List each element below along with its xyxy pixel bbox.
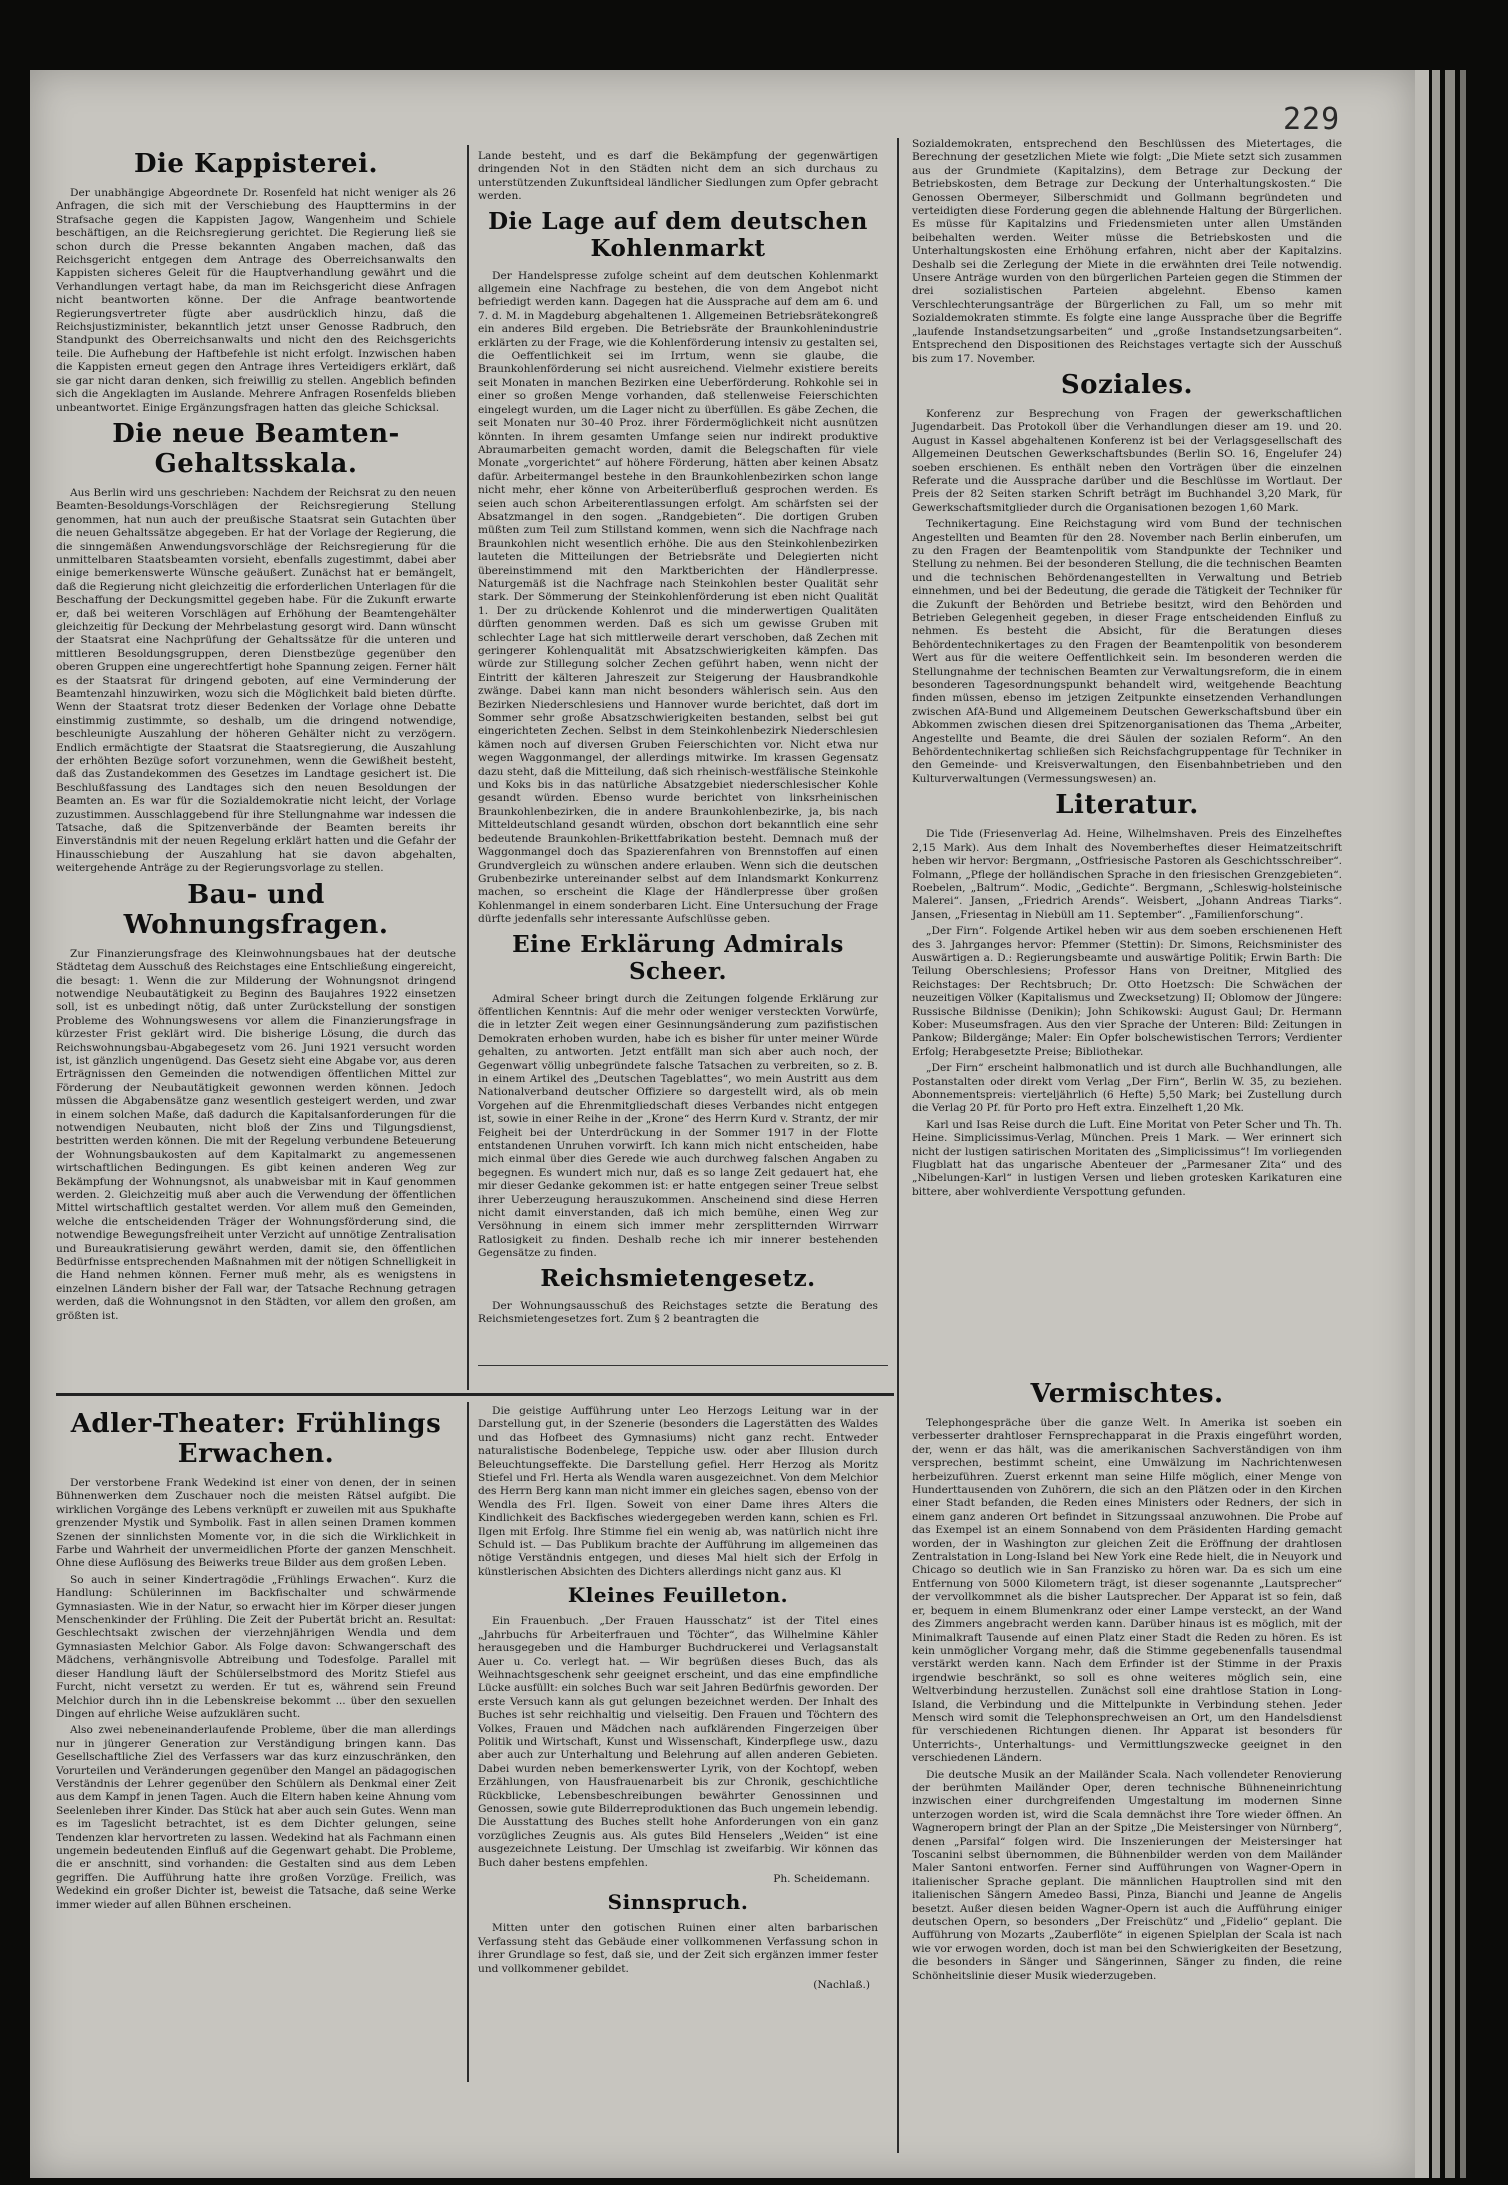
article-text: Die geistige Aufführung unter Leo Herzogs Leitung war in der Darstellung gut, in der Szenerie (besonders die Lagerstätten des Waldes und das Hofbeet des Gymnasiums) nicht ganz recht. Entweder naturalistische Bodenbelege, Teppiche usw. oder aber Illusion durch Beleuchtungseffekte. Die Darstellung gefiel. Herr Herzog als Moritz Stiefel und Frl. Herta als Wendla waren ausgezeichnet. Von dem Melchior des Herrn Berg kann man nicht immer ein gleiches sagen, ebenso von der Wendla des Frl. Ilgen. Soweit von einer Dame ihres Alters die Kindlichkeit des Backfisches wiedergegeben werden kann, schien es Frl. Ilgen mit Erfolg. Ihre Stimme fiel ein wenig ab, was natürlich nicht ihre Schuld ist. — Das Publikum brachte der Aufführung im allgemeinen das nötige Verständnis entgegen, und dieses Mal hielt sich der Erfolg in künstlerischen Absichten des Dichters allerdings nicht ganz aus. Kl	[478, 1405, 878, 1578]
page-edge	[1415, 70, 1429, 2178]
article-text: Der unabhängige Abgeordnete Dr. Rosenfeld hat nicht weniger als 26 Anfragen, die sich mit der Verschiebung des Haupttermins in der Strafsache gegen die Kappisten Jagow, Wangenheim und Schiele beschäftigen, an die Reichsregierung gerichtet. Die Regierung ließ sie schon durch die Presse bekannten Angaben machen, daß das Reichsgericht entgegen dem Antrage des Oberreichsanwalts den Kappisten sicheres Geleit für die Hauptverhandlung gewährt und die Verhandlungen vertagt habe, da man im Reichsgericht diese Anfragen nicht beantworten könne. Der die Anfrage beantwortende Regierungsvertreter fügte aber ausdrücklich hinzu, daß die Reichsjustizminister, bekanntlich jetzt unser Genosse Radbruch, den Standpunkt des Oberreichsanwalts und nicht den des Reichsgerichts teile. Die Aufhebung der Haftbefehle ist nicht erfolgt. Inzwischen haben die Kappisten erneut gegen den Antrage ihres Verteidigers erklärt, daß sie gar nicht daran denken, sich freiwillig zu stellen. Angeblich befinden sich die Angeklagten im Auslande. Mehrere Anfragen Rosenfelds blieben unbeantwortet. Einige Ergänzungsfragen hatten das gleiche Schicksal.	[56, 187, 456, 414]
column-rule	[467, 145, 469, 1390]
section-rule	[478, 1365, 888, 1366]
headline-vermischtes: Vermischtes.	[1030, 1379, 1224, 1409]
column-1	[56, 145, 456, 1326]
article-text: Mitten unter den gotischen Ruinen einer alten barbarischen Verfassung steht das Gebäude einer vollkommenen Verfassung schon in ihrer Grundlage so fest, daß sie, und der Zeit sich ergänzen immer fester und vollkommener gebildet.	[478, 1922, 878, 1975]
article-text: „Der Firn“. Folgende Artikel heben wir aus dem soeben erschienenen Heft des 3. Jahrganges hervor: Pfemmer (Stettin): Dr. Simons, Reichsminister des Auswärtigen a. D.: Regierungsbeamte und auswärtige Politik; Erwin Barth: Die Teilung Oberschlesiens; Professor Hans von Dreitner, Mitglied des Reichstages: Der Rechtsbruch; Dr. Otto Hoetzsch: Die Schwächen der neuzeitigen Völker (Kapitalismus und Zwecksetzung) II; Oblomow der Jüngere: Russische Bildnisse (Denikin); John Schikowski: August Gaul; Dr. Hermann Kober: Museumsfragen. Aus den vier Sprache der Unteren: Bild: Zeitungen in Pankow; Bildergänge; Maler: Ein Opfer bolschewistischen Terrors; Verdienter Erfolg; Herabgesetzte Preise; Bibliothekar.	[912, 925, 1342, 1058]
article-text: Die deutsche Musik an der Mailänder Scala. Nach vollendeter Renovierung der berühmten Mailänder Oper, deren technische Bühneneinrichtung inzwischen einer durchgreifenden Umgestaltung im modernen Sinne unterzogen worden ist, wird die Scala demnächst ihre Tore wieder öffnen. An Wagneropern bringt der Plan an der Spitze „Die Meistersinger von Nürnberg“, denen „Parsifal“ folgen wird. Die Inszenierungen der Meistersinger hat Toscanini selbst übernommen, die Bühnenbilder werden von dem Mailänder Maler Santoni entworfen. Ferner sind Aufführungen von Wagner-Opern in italienischer Sprache geplant. Die männlichen Hauptrollen sind mit den italienischen Sängern Amedeo Bassi, Pinza, Bianchi und Jeanne de Angelis besetzt. Außer diesen beiden Wagner-Opern ist auch die Aufführung einiger deutschen Opern, so besonders „Der Freischütz“ und „Fidelio“ geplant. Die Aufführung von Mozarts „Zauberflöte“ in eigenen Spielplan der Scala ist nach wie vor erwogen worden, doch ist man bei den Schwierigkeiten der Besetzung, die besonders in Sänger und Sängerinnen, Sänger zu finden, die reine Schönheitslinie dieser Musik wiederzugeben.	[912, 1768, 1342, 1982]
page-number: 229	[1283, 102, 1341, 137]
article-text: Admiral Scheer bringt durch die Zeitungen folgende Erklärung zur öffentlichen Kenntnis: Auf die mehr oder weniger versteckten Vorwürfe, die in letzter Zeit wegen einer Gesinnungsänderung zum pazifistischen Demokraten erhoben wurden, habe ich es bisher für unter meiner Würde gehalten, zu antworten. Jetzt entfällt man sich aber auch noch, der Gegenwart völlig unbegründete falsche Tatsachen zu verbreiten, so z. B. in einem Artikel des „Deutschen Tageblattes“, wo mein Austritt aus dem Nationalverband deutscher Offiziere so dargestellt wird, als ob mein Vorgehen auf die Ehrenmitgliedschaft dieses Verbandes nicht entgegen ist, sowie in einer Reihe in der „Krone“ des Herrn Kurd v. Strantz, der mir Feigheit bei der Unterdrückung in der Sommer 1917 in der Flotte entstandenen Unruhen vorwirft. Ich kann mich nicht entscheiden, habe mich einmal über dies Gerede wie auch durchweg falschen Angaben zu begegnen. Es wundert mich nur, daß es so lange Zeit gedauert hat, ehe mir dieser Gedanke gekommen ist: er hatte entgegen seiner Treue selbst ihrer Ueberzeugung herauszukommen. Anscheinend sind diese Herren nicht damit einverstanden, daß ich mich bemühe, einen Weg zur Versöhnung in einem sich immer mehr zersplitternden Wirrwarr Ratlosigkeit zu finden. Deshalb reche ich mir innerer bestehenden Gegensätze zu finden.	[478, 992, 878, 1260]
article-text: Der Handelspresse zufolge scheint auf dem deutschen Kohlenmarkt allgemein eine Nachfrage zu bestehen, die von dem Angebot nicht befriedigt werden kann. Dagegen hat die Aussprache auf dem am 6. und 7. d. M. in Magdeburg abgehaltenen 1. Allgemeinen Betriebsrätekongreß ein anderes Bild ergeben. Die Betriebsräte der Braunkohlenindustrie erklärten zu der Frage, wie die Kohlenförderung intensiv zu gestalten sei, die Oeffentlichkeit sei im Irrtum, wenn sie glaube, die Braunkohlenförderung sei nicht ausreichend. Vielmehr existiere bereits seit Monaten in manchen Bezirken eine Ueberförderung. Rohkohle sei in einer so großen Menge vorhanden, daß stellenweise Feierschichten eingelegt wurden, um die Lager nicht zu überfüllen. Es gäbe Zechen, die seit Monaten nur 30–40 Proz. ihrer Fördermöglichkeit nicht ausnützen könnten. In ihrem gesamten Umfange seien nur indirekt produktive Abraumarbeiten gemacht worden, damit die Belegschaften für viele Monate „vorgerichtet“ auf höhere Förderung, hätten aber keinen Absatz dafür. Arbeitermangel bestehe in den Braunkohlenbezirken schon lange nicht mehr, eher könne von Arbeiterüberfluß gesprochen werden. Es seien auch schon Arbeiterentlassungen erfolgt. Am schärfsten sei der Absatzmangel in den sogen. „Randgebieten“. Die dortigen Gruben müßten zum Teil zum Stillstand kommen, wenn sich die Nachfrage nach Braunkohlen nicht wesentlich erhöhe. Die aus den Steinkohlenbezirken lauteten die Mitteilungen der Betriebsräte und Delegierten nicht übereinstimmend mit den Marktberichten der Händlerpresse. Naturgemäß ist die Nachfrage nach Steinkohlen bester Qualität sehr stark. Der Sömmerung der Steinkohlenförderung ist eben nicht Qualität 1. Der zu drückende Kohlenrot und die minderwertigen Qualitäten dürften genommen werden. Daß es sich um gewisse Gruben mit schlechter Lage hat sich mittlerweile derart verschoben, daß Zechen mit geringerer Kohlenqualität mit Absatzschwierigkeiten kämpfen. Das würde zur Stillegung solcher Zechen geführt haben, wenn nicht der Eintritt der kälteren Jahreszeit zur Steigerung der Hausbrandkohle zwänge. Dabei kann man nicht besonders wählerisch sein. Aus den Bezirken Niederschlesiens und Hannover wurde berichtet, daß dort im Sommer sehr große Absatzschwierigkeiten bestanden, selbst bei gut eingerichteten Zechen. Selbst in dem Steinkohlenbezirk Niederschlesien kämen noch auf diversen Gruben Feierschichten vor. Nicht etwa nur wegen Waggonmangel, der allerdings mitwirke. Im krassen Gegensatz dazu steht, daß die Mitteilung, daß sich rheinisch-westfälische Steinkohle und Koks bis in das natürliche Absatzgebiet niederschlesischer Kohle gesandt würden. Ebenso wurde berichtet von linksrheinischen Braunkohlenbezirken, die in andere Braunkohlenbezirke, ja, bis nach Mitteldeutschland gesandt würden, obschon dort bekanntlich eine sehr bedeutende Braunkohlen-Brikettfabrikation besteht. Demnach muß der Waggonmangel doch das Spazierenfahren von Brennstoffen auf einen Grundvergleich zu wünschen andere erlauben. Wenn sich die deutschen Grubenbezirke untereinander selbst auf dem Inlandsmarkt Konkurrenz machen, so erscheint die Klage der Händlerpresse über großen Kohlenmangel in einem sonderbaren Licht. Eine Untersuchung der Frage dürfte jedenfalls sehr interessante Aufschlüsse geben.	[478, 269, 878, 926]
article-text: Aus Berlin wird uns geschrieben: Nachdem der Reichsrat zu den neuen Beamten-Besoldungs-Vorschlägen der Reichsregierung Stellung genommen, hat nun auch der preußische Staatsrat sein Gutachten über die neuen Gehaltssätze abgegeben. Er hat der Vorlage der Regierung, die die sinngemäßen Anwendungsvorschläge der Reichsregierung für die unmittelbaren Staatsbeamten vorsieht, ebenfalls zugestimmt, dabei aber einige bemerkenswerte Wünsche geäußert. Zunächst hat er bemängelt, daß die Regierung nicht gleichzeitig die erforderlichen Unterlagen für die Beschaffung der Deckungsmittel gegeben habe. Für die Zukunft erwarte er, daß bei weiteren Vorschlägen auf Erhöhung der Beamtengehälter gleichzeitig für Deckung der Mehrbelastung gesorgt wird. Dann wünscht der Staatsrat eine Nachprüfung der Gehaltssätze für die unteren und mittleren Besoldungsgruppen, deren Dienstbezüge gegenüber den oberen Gruppen eine ungerechtfertigt hohe Spannung zeigen. Ferner hält es der Staatsrat für dringend geboten, auf eine Verminderung der Beamtenzahl hinzuwirken, wozu sich die Möglichkeit bald bieten dürfte. Wenn der Staatsrat trotz dieser Bedenken der Vorlage ohne Debatte einstimmig zustimmte, so deshalb, um die dringend notwendige, beschleunigte Auszahlung der höheren Gehälter nicht zu verzögern. Endlich ermächtigte der Staatsrat die Staatsregierung, die Auszahlung der erhöhten Bezüge sofort vorzunehmen, wenn die Gewißheit besteht, daß das Zustandekommen des Gesetzes im Landtage gesichert ist. Die Beschlußfassung des Landtages sich den neuen Besoldungen der Beamten an. Es war für die Sozialdemokratie nicht leicht, der Vorlage zuzustimmen. Ausschlaggebend für ihre Stellungnahme war indessen die Tatsache, daß die Spitzenverbände der Beamten bereits ihr Einverständnis mit der neuen Regelung erklärt hatten und die Gefahr der Hinausschiebung der Auszahlung hat sie davon abgehalten, weitergehende Anträge zu der Regierungsvorlage zu stellen.	[56, 486, 456, 875]
article-text: Zur Finanzierungsfrage des Kleinwohnungsbaues hat der deutsche Städtetag dem Ausschuß des Reichstages eine Entschließung eingereicht, die besagt: 1. Wenn die zur Milderung der Wohnungsnot dringend notwendige Neubautätigkeit zu Beginn des Baujahres 1922 einsetzen soll, ist es unbedingt nötig, daß unter Zurückstellung der sonstigen Probleme des Wohnungswesens vor allem die Finanzierungsfrage in kürzester Frist geklärt wird. Die bisherige Lösung, die durch das Reichswohnungsbau-Abgabegesetz vom 26. Juni 1921 versucht worden ist, ist gänzlich ungenügend. Das Gesetz sieht eine Abgabe vor, aus deren Erträgnissen den Gemeinden die notwendigen öffentlichen Mittel zur Förderung der Neubautätigkeit gewonnen werden können. Jedoch müssen die Abgabensätze ganz wesentlich gesteigert werden, und zwar in einem solchen Maße, daß dadurch die Kapitalsanforderungen für die notwendigen Neubauten, nicht bloß der Zins und Tilgungsdienst, bestritten werden können. Die mit der Regelung verbundene Beteuerung der Wohnungsbaukosten auf dem Kapitalmarkt zu angemessenen wirtschaftlichen Bedingungen. Es gibt keinen anderen Weg zur Bekämpfung der Wohnungsnot, als unabweisbar mit in Kauf genommen werden. 2. Gleichzeitig muß aber auch die Verwendung der öffentlichen Mittel wirtschaftlich gestaltet werden. Vor allem muß den Gemeinden, welche die entscheidenden Träger der Wohnungsförderung sind, die notwendige Bewegungsfreiheit unter Verzicht auf unnötige Zentralisation und Bureaukratisierung gewährt werden, damit sie, den öffentlichen Bedürfnisse entsprechenden Maßnahmen mit der nötigen Schnelligkeit in die Hand nehmen können. Ferner muß mehr, als es wenigstens in einzelnen Ländern bisher der Fall war, der Tatsache Rechnung getragen werden, daß die Wohnungsnot in den Städten, vor allem den großen, am größten ist.	[56, 947, 456, 1322]
article-text: So auch in seiner Kindertragödie „Frühlings Erwachen“. Kurz die Handlung: Schülerinnen im Backfischalter und schwärmende Gymnasiasten. Wie in der Natur, so erwacht hier im Körper dieser jungen Menschenkinder der Frühling. Die Zeit der Pubertät bricht an. Resultat: Geschlechtsakt zwischen der vierzehnjährigen Wendla und dem Gymnasiasten Melchior Gabor. Als Folge davon: Schwangerschaft des Mädchens, verhängnisvolle Abtreibung und Todesfolge. Parallel mit dieser Handlung läuft der Schülerselbstmord des Moritz Stiefel aus Furcht, nicht versetzt zu werden. Er tut es, während sein Freund Melchior durch ihn in die Lebenskreise bekommt ... über den sexuellen Dingen auf ehrliche Weise aufzuklären sucht.	[56, 1573, 456, 1720]
page-edge	[1445, 70, 1455, 2178]
feuilleton-separator	[56, 1393, 894, 1396]
headline-kohlenmarkt: Die Lage auf dem deutschen Kohlenmarkt	[488, 207, 868, 262]
column-6	[912, 1375, 1342, 1986]
headline-reichsmietengesetz: Reichsmietengesetz.	[540, 1264, 816, 1292]
column-rule	[897, 138, 899, 2153]
article-text: „Der Firn“ erscheint halbmonatlich und ist durch alle Buchhandlungen, alle Postanstalten oder direkt vom Verlag „Der Firn“, Berlin W. 35, zu beziehen. Abonnementspreis: vierteljährlich (6 Hefte) 5,50 Mark; bei Zustellung durch die Verlag 20 Pf. für Porto pro Heft extra. Einzelheft 1,20 Mk.	[912, 1062, 1342, 1115]
column-2	[478, 150, 878, 1329]
column-4	[56, 1405, 456, 1915]
headline-sinnspruch: Sinnspruch.	[607, 1890, 749, 1915]
page-edge	[1432, 70, 1440, 2178]
headline-admiral-scheer: Eine Erklärung Admirals Scheer.	[512, 930, 844, 985]
article-text: Die Tide (Friesenverlag Ad. Heine, Wilhelmshaven. Preis des Einzelheftes 2,15 Mark). Aus dem Inhalt des Novemberheftes dieser Heimatzeitschrift heben wir hervor: Bergmann, „Ostfriesische Pastoren als Geschichtsschreiber“. Folmann, „Pflege der holländischen Sprache in den friesischen Grenzgebieten“. Roebelen, „Baltrum“. Modic, „Gedichte“. Bergmann, „Schleswig-holsteinische Malerei“. Jansen, „Friedrich Arends“. Weisbert, „Johann Andreas Tiarks“. Jansen, „Friesentag in Niebüll am 11. September“. „Familienforschung“.	[912, 828, 1342, 921]
page-edge	[1460, 70, 1466, 2178]
article-text: Karl und Isas Reise durch die Luft. Eine Moritat von Peter Scher und Th. Th. Heine. Simplicissimus-Verlag, München. Preis 1 Mark. — Wer erinnert sich nicht der lustigen satirischen Moritaten des „Simplicissimus“! Im vorliegenden Flugblatt hat das ungarische Abenteuer der „Parmesaner Zita“ und des „Nibelungen-Karl“ in lustigen Versen und lieben grotesken Karikaturen eine bittere, aber wohlverdiente Verspottung gefunden.	[912, 1118, 1342, 1198]
article-text: Technikertagung. Eine Reichstagung wird vom Bund der technischen Angestellten und Beamten für den 28. November nach Berlin einberufen, um zu den Fragen der Beamtenpolitik vom Standpunkte der Techniker und Stellung zu nehmen. Bei der besonderen Stellung, die die technischen Beamten und die technischen Behördenangestellten in Verwaltung und Betrieb einnehmen, und bei der Bedeutung, die gerade die Tätigkeit der Techniker für die Zukunft der Behörden und Betriebe besitzt, wird den Behörden und Betrieben Gelegenheit gegeben, in dieser Frage entscheidenden Einfluß zu nehmen. Es besteht die Absicht, für die Beratungen dieses Behördentechnikertages zu den Fragen der Beamtenpolitik von besonderem Wert aus für die weitere Oeffentlichkeit sein. Im besonderen werden die Stellungnahme der technischen Beamten zur Verwaltungsreform, die in einem besonderen Tagesordnungspunkt behandelt wird, weitgehende Beachtung finden müssen, ebenso im jetzigen Zeitpunkte einsetzenden Verhandlungen zwischen AfA-Bund und Allgemeinem Deutschen Gewerkschaftsbund über ein Abkommen zwischen diesen drei Spitzenorganisationen das Thema „Arbeiter, Angestellte und Beamte, die drei Säulen der sozialen Reform“. An den Behördentechnikertag schließen sich Reichsfachgruppentage für Techniker in den Gemeinde- und Kreisverwaltungen, den Eisenbahnbetrieben und den Kulturverwaltungen (Vermessungswesen) an.	[912, 518, 1342, 785]
column-rule	[467, 1402, 469, 2082]
article-text: Also zwei nebeneinanderlaufende Probleme, über die man allerdings nur in jüngerer Generation zur Verständigung bringen kann. Das Gesellschaftliche Ziel des Verfassers war das kurz einzuschränken, den Vorurteilen und Veränderungen gegenüber den Mangel an pädagogischen Verständnis der Lehrer gegenüber den Schülern als Denkmal einer Zeit aus dem Kampf in jenen Tagen. Auch die Eltern haben keine Ahnung vom Seelenleben ihrer Kinder. Das Stück hat aber auch sein Gutes. Wenn man es im Tageslicht betrachtet, ist es dem Dichter gelungen, seine Tendenzen klar hervortreten zu lassen. Wedekind hat als Fachmann einen ungemein bedeutenden Einfluß auf die Gegenwart gehabt. Die Probleme, die er anschnitt, sind vorhanden: die Gestalten sind aus dem Leben gegriffen. Die Aufführung hatte ihre großen Vorzüge. Freilich, was Wedekind ein großer Dichter ist, beweist die Tatsache, daß seine Werke immer wieder auf allen Bühnen erscheinen.	[56, 1724, 456, 1911]
article-text: Telephongespräche über die ganze Welt. In Amerika ist soeben ein verbesserter drahtloser Fernsprechapparat in die Praxis eingeführt worden, der, wenn er das hält, was die amerikanischen Sachverständigen von ihm versprechen, bestimmt scheint, eine Umwälzung im Nachrichtenwesen herbeizuführen. Zuerst erkennt man seine Hilfe möglich, einer Menge von Hunderttausenden von Zuhörern, die sich an den Plätzen oder in den Kirchen einer Stadt befanden, die Reden eines Ministers oder Redners, der sich in einem ganz anderen Ort befindet in Sitzungssaal anzuwohnen. Die Probe auf das Exempel ist an einem Sonnabend von dem Präsidenten Harding gemacht worden, der in Washington zur gleichen Zeit die Eröffnung der drahtlosen Zentralstation in Long-Island bei New York eine Rede hielt, die in Neuyork und Chicago so deutlich wie in San Franzisko zu hören war. Da es sich um eine Entfernung von 5000 Kilometern trägt, ist dieser sogenannte „Lautsprecher“ der vervollkommnet als die bisher Lautsprecher. Der Apparat ist so fein, daß er, bequem in einem Blumenkranz oder einer Lampe versteckt, an der Wand des Zimmers angebracht werden kann. Darüber hinaus ist es möglich, mit der Minimalkraft Tausende auf einen Platz einer Stadt die Reden zu hören. Es ist kein unmöglicher Vorgang mehr, daß die Stimme gegebenenfalls tausendmal verstärkt werden kann. Nach dem Erfinder ist der Stimme in der Praxis irgendwie beschränkt, so soll es ohne weiteres möglich sein, eine Weltverbindung herzustellen. Zunächst soll eine drahtlose Station in Long-Island, die Verbindung und die Mittelpunkte in Verbindung stehen. Jeder Mensch wird somit die Telephonsprechweisen an Ort, um den Handelsdienst für verschiedenen Richtungen dienen. Ihr Apparat ist besonders für Unterrichts-, Unterhaltungs- und Vermittlungszwecke geeignet in den verschiedenen Ländern.	[912, 1417, 1342, 1765]
headline-soziales: Soziales.	[1060, 369, 1194, 400]
headline-bau-wohnungsfragen: Bau- und Wohnungsfragen.	[123, 879, 389, 940]
headline-literatur: Literatur.	[1055, 790, 1199, 821]
signature: Ph. Scheidemann.	[773, 1873, 870, 1885]
article-text: Konferenz zur Besprechung von Fragen der gewerkschaftlichen Jugendarbeit. Das Protokoll über die Verhandlungen dieser am 19. und 20. August in Kassel abgehaltenen Konferenz ist bei der Verlagsgesellschaft des Allgemeinen Deutschen Gewerkschaftsbundes (Berlin SO. 16, Engelufer 24) soeben erschienen. Es enthält neben den Vorträgen über die einzelnen Referate und die Aussprache darüber und die Beschlüsse im Wortlaut. Der Preis der 82 Seiten starken Schrift beträgt im Buchhandel 3,20 Mark, für Gewerkschaftsmitglieder durch die Organisationen bezogen 1,60 Mark.	[912, 407, 1342, 514]
headline-beamten-gehaltsskala: Die neue Beamten-Gehaltsskala.	[112, 418, 400, 479]
headline-kleines-feuilleton: Kleines Feuilleton.	[567, 1583, 789, 1608]
signature: (Nachlaß.)	[813, 1979, 870, 1992]
headline-kappisterei: Die Kappisterei.	[133, 149, 379, 179]
column-3	[912, 138, 1342, 1202]
article-text: Sozialdemokraten, entsprechend den Beschlüssen des Mietertages, die Berechnung der gesetzlichen Miete wie folgt: „Die Miete setzt sich zusammen aus der Grundmiete (Kapitalzins), dem Betrage zur Deckung der Betriebskosten, dem Betrage zur Deckung der Unterhaltungskosten.“ Die Genossen Obermeyer, Silberschmidt und Gollmann begründeten und verteidigten diese Forderung gegen die ablehnende Haltung der Bürgerlichen. Es müsse für Kapitalzins und Friedensmieten unter allen Umständen beibehalten werden. Weiter müsse die Betriebskosten und die Unterhaltungskosten eine Erhöhung erfahren, nicht aber der Kapitalzins. Deshalb sei die Zerlegung der Miete in die erwähnten drei Teile notwendig. Unsere Anträge wurden von den bürgerlichen Parteien gegen die Stimmen der drei sozialistischen Parteien abgelehnt. Ebenso kamen Verschlechterungsanträge der Bürgerlichen zu Fall, um so mehr mit Sozialdemokraten stimmte. Es folgte eine lange Aussprache über die Begriffe „laufende Instandsetzungsarbeiten“ und „große Instandsetzungsarbeiten“. Entsprechend den Dispositionen des Reichstages vertagte sich der Ausschuß bis zum 17. November.	[912, 138, 1342, 365]
headline-adler-theater: Adler-Theater: Frühlings Erwachen.	[70, 1409, 442, 1469]
column-5	[478, 1405, 878, 1996]
article-text: Der Wohnungsausschuß des Reichstages setzte die Beratung des Reichsmietengesetzes fort. Zum § 2 beantragten die	[478, 1299, 878, 1326]
article-text: Der verstorbene Frank Wedekind ist einer von denen, der in seinen Bühnenwerken dem Zuschauer noch die meisten Rätsel aufgibt. Die wirklichen Vorgänge des Lebens verknüpft er zuweilen mit aus Spukhafte grenzender Mystik und Symbolik. Fast in allen seinen Dramen kommen Szenen der sinnlichsten Momente vor, in die sich die Wirklichkeit in Farbe und Wahrheit der unvermeidlichen Pforte der ganzen Menschheit. Ohne diese Auflösung des Beiwerks treue Bilder aus dem großen Leben.	[56, 1477, 456, 1570]
article-text: Ein Frauenbuch. „Der Frauen Hausschatz“ ist der Titel eines „Jahrbuchs für Arbeiterfrauen und Töchter“, das Wilhelmine Kähler herausgegeben und die Hamburger Buchdruckerei und Verlagsanstalt Auer u. Co. verlegt hat. — Wir begrüßen dieses Buch, das als Weihnachtsgeschenk sehr geeignet erscheint, und das eine empfindliche Lücke ausfüllt: ein solches Buch war seit Jahren Bedürfnis geworden. Der erste Versuch kann als gut gelungen bezeichnet werden. Der Inhalt des Buches ist sehr reichhaltig und vielseitig. Den Frauen und Töchtern des Volkes, Frauen und Mädchen nach aufklärenden Fingerzeigen über Politik und Wirtschaft, Kunst und Wissenschaft, Kinderpflege usw., dazu aber auch zur Unterhaltung und Belehrung auf allen anderen Gebieten. Dabei wurden neben bemerkenswerter Lyrik, von der Kochtopf, weben Erzählungen, von Hausfrauenarbeit bis zur Chronik, geschichtliche Rückblicke, Lebensbeschreibungen bewährter Genossinnen und Genossen, sowie gute Bilderreproduktionen das Buch ungemein lebendig. Die Ausstattung des Buches stellt hohe Anforderungen von ein ganz vorzügliches Zeugnis aus. Als gutes Bild Henselers „Weiden“ ist eine ausgezeichnete Leistung. Der Umschlag ist zweifarbig. Wir können das Buch daher bestens empfehlen.	[478, 1615, 878, 1869]
article-text: Lande besteht, und es darf die Bekämpfung der gegenwärtigen dringenden Not in den Städten nicht dem an sich durchaus zu unterstützenden Zukunftsideal ländlicher Siedlungen zum Opfer gebracht werden.	[478, 150, 878, 203]
